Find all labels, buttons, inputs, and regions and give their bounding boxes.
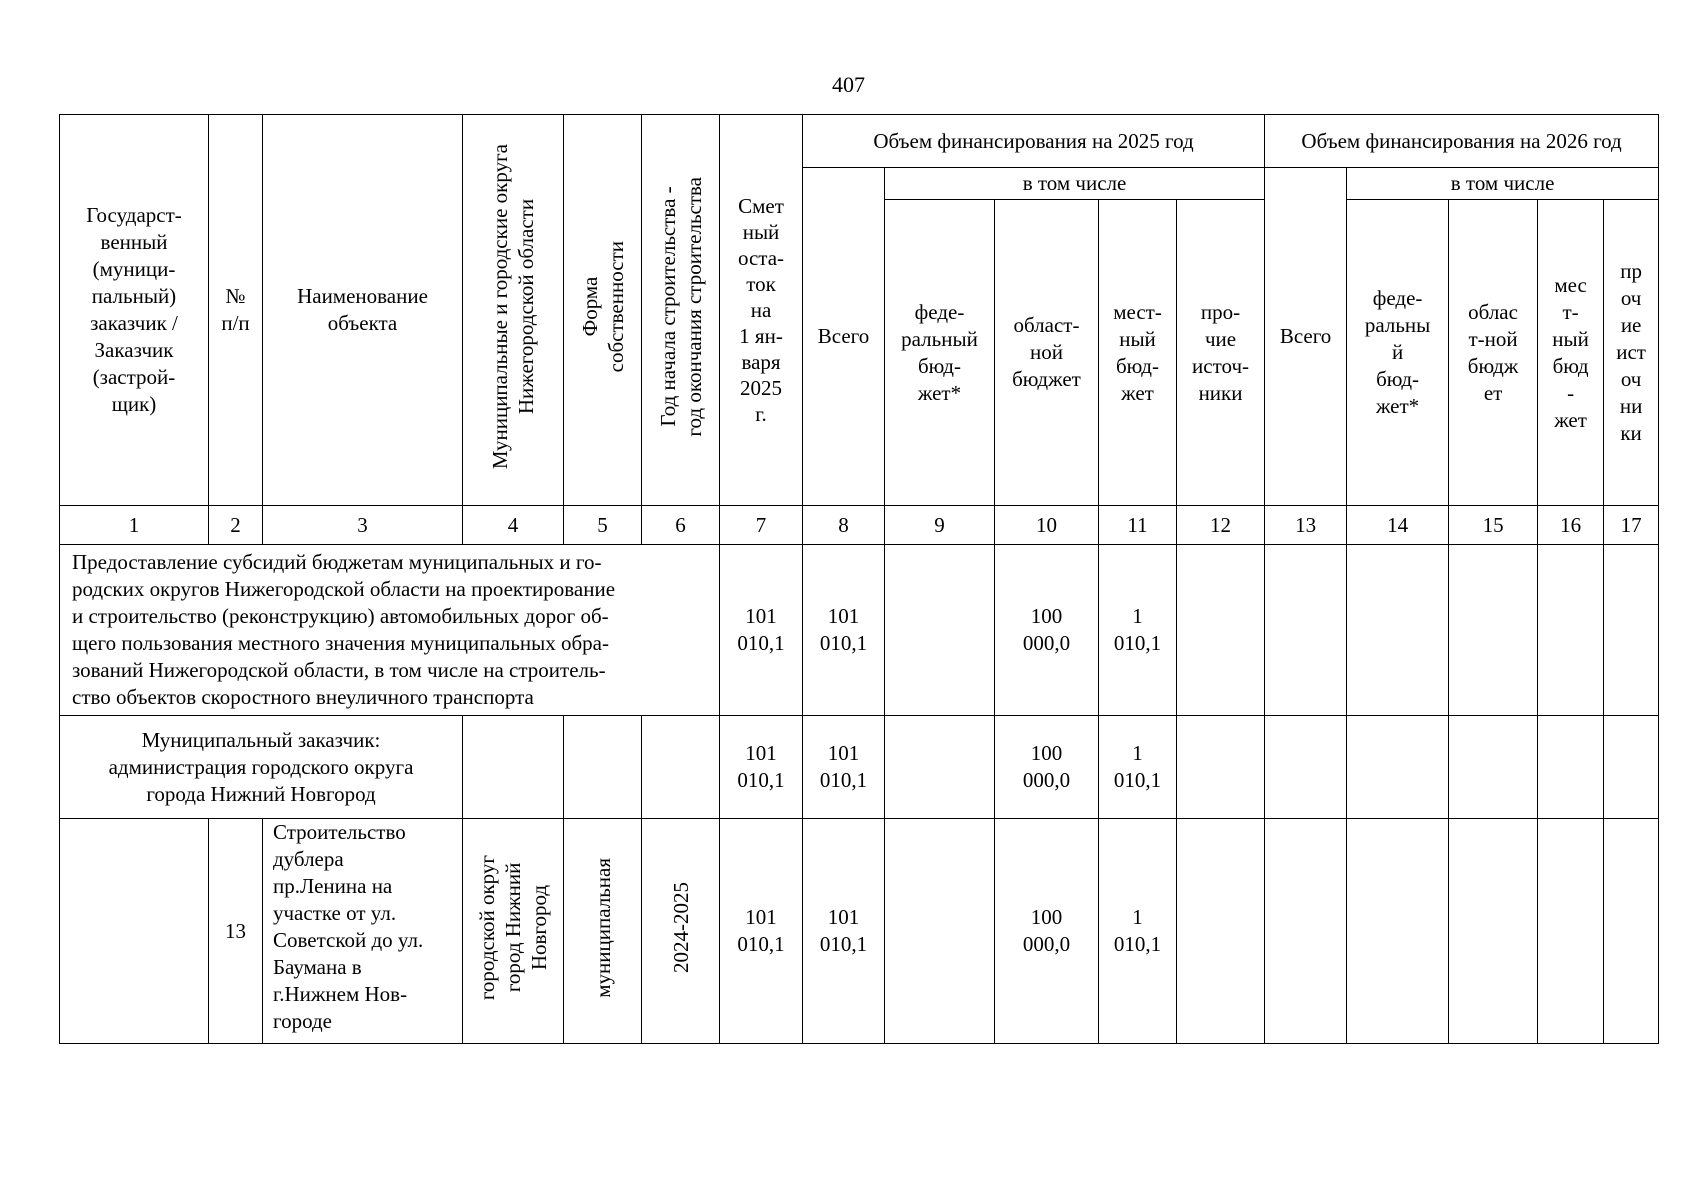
header-federal-2026: феде- ральны й бюд- жет* (1347, 200, 1449, 506)
column-number: 3 (263, 506, 463, 545)
column-number: 13 (1265, 506, 1347, 545)
header-other-2025: про- чие источ- ники (1177, 200, 1265, 506)
object-total-2026 (1265, 819, 1347, 1044)
header-group-2026: Объем финансирования на 2026 год (1265, 115, 1659, 168)
header-total-2025: Всего (803, 168, 885, 506)
program-federal-2025 (885, 545, 995, 716)
customer-other-2025 (1177, 716, 1265, 819)
table-row-customer (60, 716, 1659, 819)
customer-local-2025: 1 010,1 (1099, 716, 1177, 819)
header-ownership (564, 115, 642, 506)
object-name: Строительство дублера пр.Ленина на участке от ул. Советской до ул. Баумана в г.Нижнем Нов- городе (263, 819, 463, 1044)
customer-regional-2026 (1449, 716, 1538, 819)
program-other-2025 (1177, 545, 1265, 716)
customer-federal-2026 (1347, 716, 1449, 819)
program-local-2025: 1 010,1 (1099, 545, 1177, 716)
object-district (463, 819, 564, 1044)
program-local-2026 (1538, 545, 1604, 716)
object-customer (60, 819, 209, 1044)
object-other-2025 (1177, 819, 1265, 1044)
program-other-2026 (1604, 545, 1659, 716)
customer-total-2026 (1265, 716, 1347, 819)
object-federal-2026 (1347, 819, 1449, 1044)
customer-name: Муниципальный заказчик: администрация городского округа города Нижний Новгород (60, 716, 463, 819)
column-number: 17 (1604, 506, 1659, 545)
object-local-2025: 1 010,1 (1099, 819, 1177, 1044)
object-ownership (564, 819, 642, 1044)
column-number: 16 (1538, 506, 1604, 545)
program-total-2025: 101 010,1 (803, 545, 885, 716)
object-regional-2026 (1449, 819, 1538, 1044)
table-row-program (60, 545, 1659, 716)
column-number: 6 (642, 506, 720, 545)
header-object-name: Наименование объекта (263, 115, 463, 506)
program-federal-2026 (1347, 545, 1449, 716)
column-number: 15 (1449, 506, 1538, 545)
column-number: 8 (803, 506, 885, 545)
object-number: 13 (209, 819, 263, 1044)
program-description: Предоставление субсидий бюджетам муниципальных и го- родских округов Нижегородской области на проектирование и строительство (реконструкцию) автомобильных дорог об- щего пользования местного значения муниципальных обра- зований Нижегородской области, в том числе на строитель- ство объектов скоростного внеуличного транспорта (60, 545, 720, 716)
customer-total-2025: 101 010,1 (803, 716, 885, 819)
customer-regional-2025: 100 000,0 (995, 716, 1099, 819)
header-other-2026: пр оч ие ист оч ни ки (1604, 200, 1659, 506)
header-number: № п/п (209, 115, 263, 506)
object-years (642, 819, 720, 1044)
header-local-2025: мест- ный бюд- жет (1099, 200, 1177, 506)
object-estimate: 101 010,1 (720, 819, 803, 1044)
header-regional-2025: област- ной бюджет (995, 200, 1099, 506)
header-districts (463, 115, 564, 506)
header-local-2026: мес т- ный бюд - жет (1538, 200, 1604, 506)
customer-districts (463, 716, 564, 819)
program-regional-2025: 100 000,0 (995, 545, 1099, 716)
header-total-2026: Всего (1265, 168, 1347, 506)
header-customer: Государст- венный (муници- пальный) заказчик / Заказчик (застрой- щик) (60, 115, 209, 506)
program-estimate: 101 010,1 (720, 545, 803, 716)
object-years-text: 2024-2025 (668, 882, 693, 973)
header-group-2025: Объем финансирования на 2025 год (803, 115, 1265, 168)
financing-table (59, 114, 1659, 1044)
header-districts-text: Муниципальные и городские округа Нижегородской области (488, 143, 538, 470)
customer-ownership (564, 716, 642, 819)
column-number: 11 (1099, 506, 1177, 545)
column-number: 5 (564, 506, 642, 545)
page-number: 407 (832, 72, 865, 97)
object-total-2025: 101 010,1 (803, 819, 885, 1044)
header-ownership-text: Форма собственности (577, 240, 628, 373)
customer-years (642, 716, 720, 819)
object-district-text: городской округ город Нижний Новгород (475, 854, 551, 1001)
column-number: 7 (720, 506, 803, 545)
header-federal-2025: феде- ральный бюд- жет* (885, 200, 995, 506)
column-number: 12 (1177, 506, 1265, 545)
column-number: 4 (463, 506, 564, 545)
program-total-2026 (1265, 545, 1347, 716)
header-estimate: Смет ный оста- ток на 1 ян- варя 2025 г. (720, 115, 803, 506)
table-row-object (60, 819, 1659, 1044)
customer-federal-2025 (885, 716, 995, 819)
column-number: 1 (60, 506, 209, 545)
object-federal-2025 (885, 819, 995, 1044)
object-ownership-text: муниципальная (590, 857, 615, 998)
header-years (642, 115, 720, 506)
column-number: 2 (209, 506, 263, 545)
object-local-2026 (1538, 819, 1604, 1044)
header-including-2025: в том числе (885, 168, 1265, 200)
customer-local-2026 (1538, 716, 1604, 819)
object-other-2026 (1604, 819, 1659, 1044)
header-regional-2026: облас т-ной бюдж ет (1449, 200, 1538, 506)
header-including-2026: в том числе (1347, 168, 1659, 200)
customer-estimate: 101 010,1 (720, 716, 803, 819)
column-number: 14 (1347, 506, 1449, 545)
column-number: 9 (885, 506, 995, 545)
column-number: 10 (995, 506, 1099, 545)
program-regional-2026 (1449, 545, 1538, 716)
header-years-text: Год начала строительства - год окончания строительства (655, 176, 706, 437)
customer-other-2026 (1604, 716, 1659, 819)
object-regional-2025: 100 000,0 (995, 819, 1099, 1044)
